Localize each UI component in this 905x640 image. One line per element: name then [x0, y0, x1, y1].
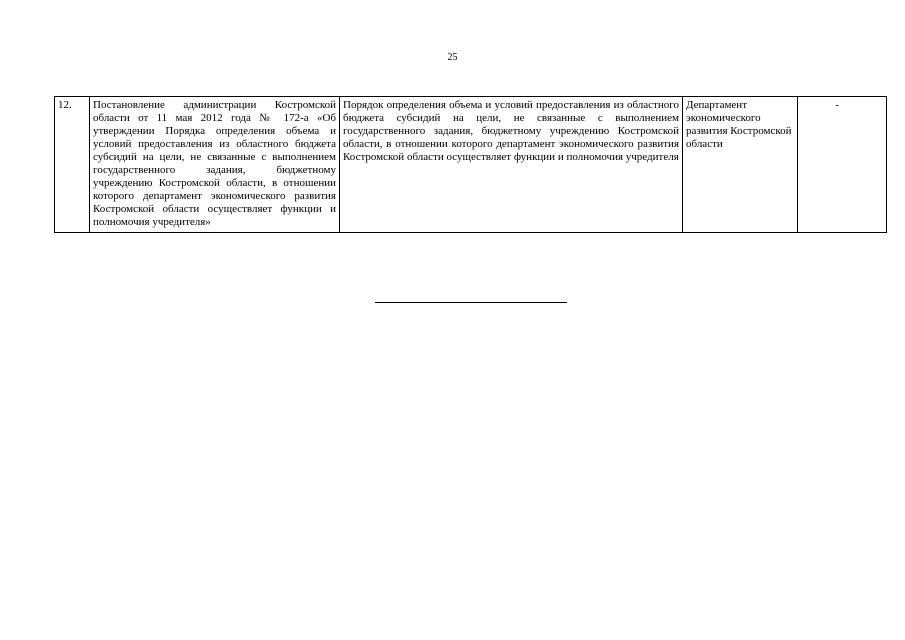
description-cell [340, 97, 683, 233]
page-number: 25 [447, 52, 458, 63]
note-cell [798, 97, 887, 233]
department: Департамент экономического развития Костромской области [686, 99, 792, 150]
row-number: 12. [58, 99, 72, 111]
document-title-cell [90, 97, 340, 233]
note: - [835, 99, 839, 111]
document-table [54, 96, 887, 233]
document-title: Постановление администрации Костромской области от 11 мая 2012 года № 172-а «Об утверждении Порядка определения объема и условий предоставления из областного бюджета субсидий на цели, не связанные с выполнением государственного задания, бюджетному учреждению Костромской области, в отношении которого департамент экономического развития Костромской области осуществляет функции и полномочия учредителя» [93, 99, 336, 228]
department-cell [683, 97, 798, 233]
description: Порядок определения объема и условий предоставления из областного бюджета субсидий на цели, не связанные с выполнением государственного задания, бюджетному учреждению Костромской области, в отношении которого департамент экономического развития Костромской области осуществляет функции и полномочия учредителя [343, 99, 679, 163]
row-number-cell [55, 97, 90, 233]
end-divider [375, 302, 567, 303]
table-row [55, 97, 887, 233]
